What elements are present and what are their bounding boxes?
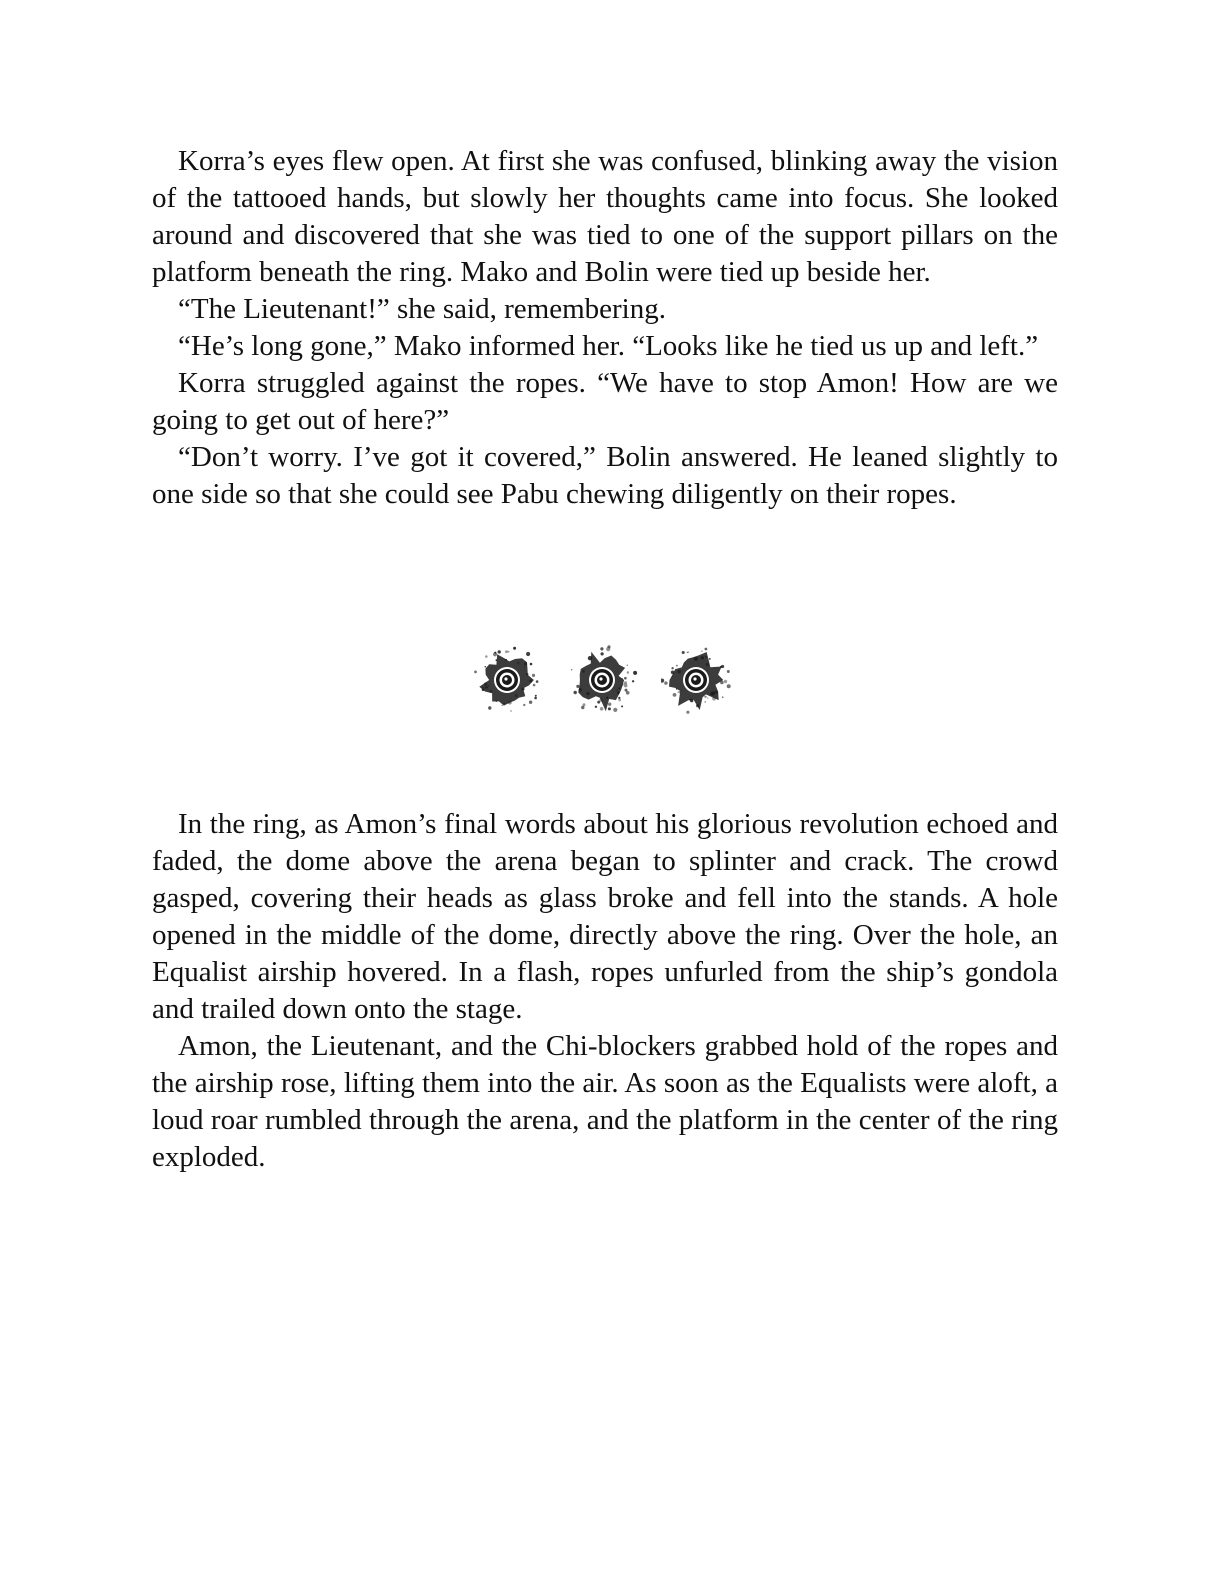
paragraph: “Don’t worry. I’ve got it covered,” Bolin answered. He leaned slightly to one side so that she could see Pabu chewing diligently on their ropes. xyxy=(152,441,1058,510)
scene-break-ornaments xyxy=(0,640,1224,720)
ink-splash-ornament-icon xyxy=(472,640,542,720)
ink-splash-ornament-icon xyxy=(661,640,731,720)
text-section-1 xyxy=(152,143,1058,513)
paragraph: Korra struggled against the ropes. “We have to stop Amon! How are we going to get out of here?” xyxy=(152,367,1058,436)
ink-splash-ornament-icon xyxy=(567,640,637,720)
paragraph: In the ring, as Amon’s final words about his glorious revolution echoed and faded, the dome above the arena began to splinter and crack. The crowd gasped, covering their heads as glass broke and fell into the stands. A hole opened in the middle of the dome, directly above the ring. Over the hole, an Equalist airship hovered. In a flash, ropes unfurled from the ship’s gondola and trailed down onto the stage. xyxy=(152,808,1058,1025)
paragraph: Amon, the Lieutenant, and the Chi-blockers grabbed hold of the ropes and the airship rose, lifting them into the air. As soon as the Equalists were aloft, a loud roar rumbled through the arena, and the platform in the center of the ring exploded. xyxy=(152,1030,1058,1173)
text-section-2 xyxy=(152,806,1058,1176)
paragraph: Korra’s eyes flew open. At first she was confused, blinking away the vision of the tattooed hands, but slowly her thoughts came into focus. She looked around and discovered that she was tied to one of the support pillars on the platform beneath the ring. Mako and Bolin were tied up beside her. xyxy=(152,145,1058,288)
paragraph: “The Lieutenant!” she said, remembering. xyxy=(178,293,666,325)
paragraph: “He’s long gone,” Mako informed her. “Looks like he tied us up and left.” xyxy=(178,330,1039,362)
